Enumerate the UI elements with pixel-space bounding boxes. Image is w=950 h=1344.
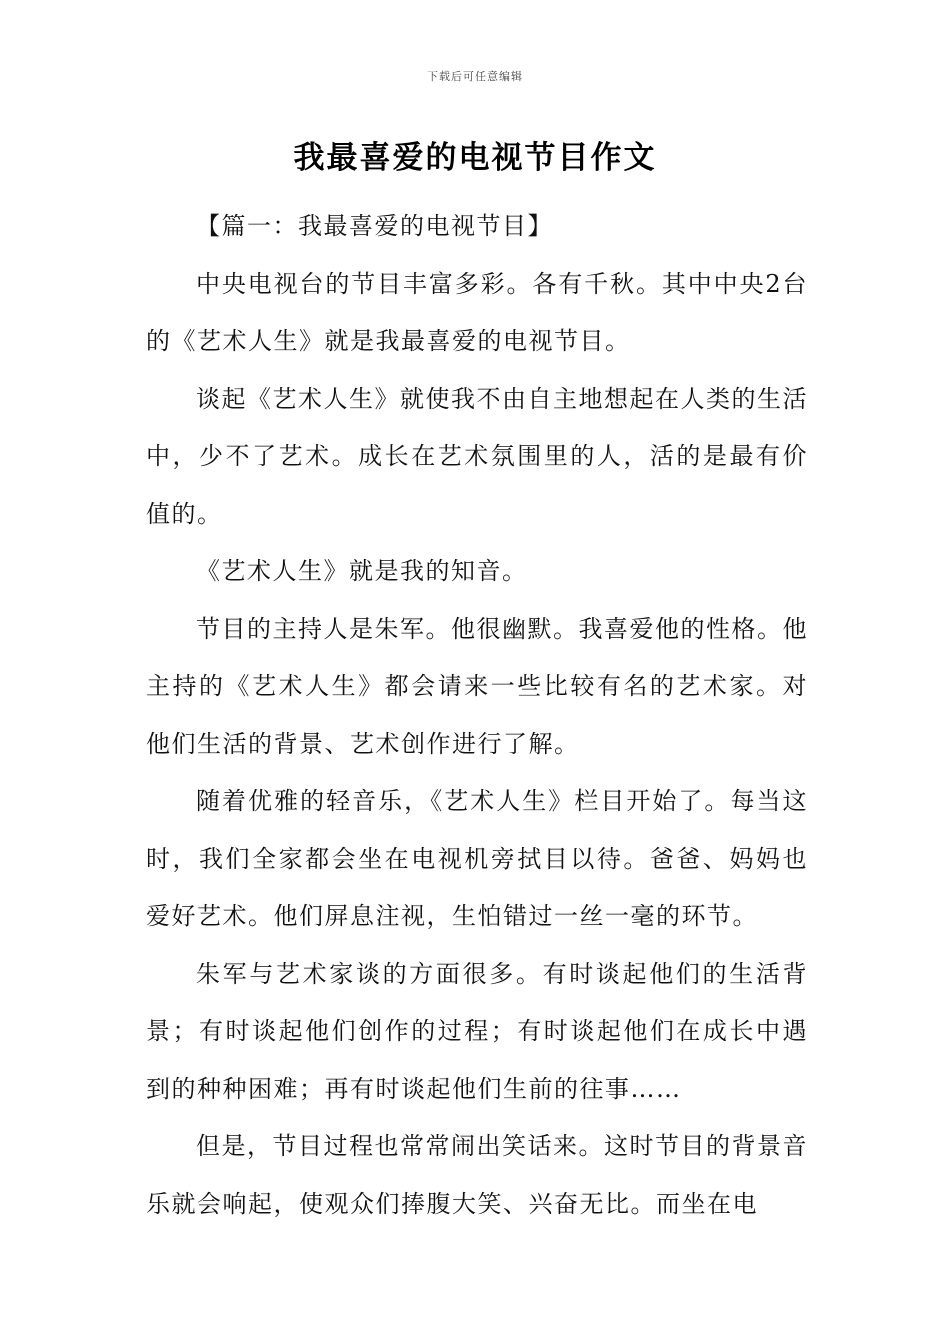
- header-note: 下载后可任意编辑: [427, 70, 523, 83]
- paragraph: 中央电视台的节目丰富多彩。各有千秋。其中中央2台的《艺术人生》就是我最喜爱的电视节目。: [146, 269, 808, 355]
- document-body: [146, 198, 808, 1233]
- document-title: 我最喜爱的电视节目作文: [293, 140, 657, 176]
- paragraph: 《艺术人生》就是我的知音。: [196, 557, 528, 585]
- paragraph: 随着优雅的轻音乐，《艺术人生》栏目开始了。每当这时，我们全家都会坐在电视机旁拭目以待。爸爸、妈妈也爱好艺术。他们屏息注视，生怕错过一丝一毫的环节。: [146, 787, 808, 930]
- paragraph: 但是，节目过程也常常闹出笑话来。这时节目的背景音乐就会响起，使观众们捧腹大笑、兴奋无比。而坐在电: [146, 1132, 808, 1218]
- paragraph-section-heading: 【篇一：我最喜爱的电视节目】: [196, 212, 553, 240]
- paragraph: 节目的主持人是朱军。他很幽默。我喜爱他的性格。他主持的《艺术人生》都会请来一些比较有名的艺术家。对他们生活的背景、艺术创作进行了解。: [146, 614, 808, 758]
- paragraph: 谈起《艺术人生》就使我不由自主地想起在人类的生活中，少不了艺术。成长在艺术氛围里的人，活的是最有价值的。: [146, 384, 808, 528]
- paragraph: 朱军与艺术家谈的方面很多。有时谈起他们的生活背景；有时谈起他们创作的过程；有时谈起他们在成长中遇到的种种困难；再有时谈起他们生前的往事……: [146, 959, 808, 1103]
